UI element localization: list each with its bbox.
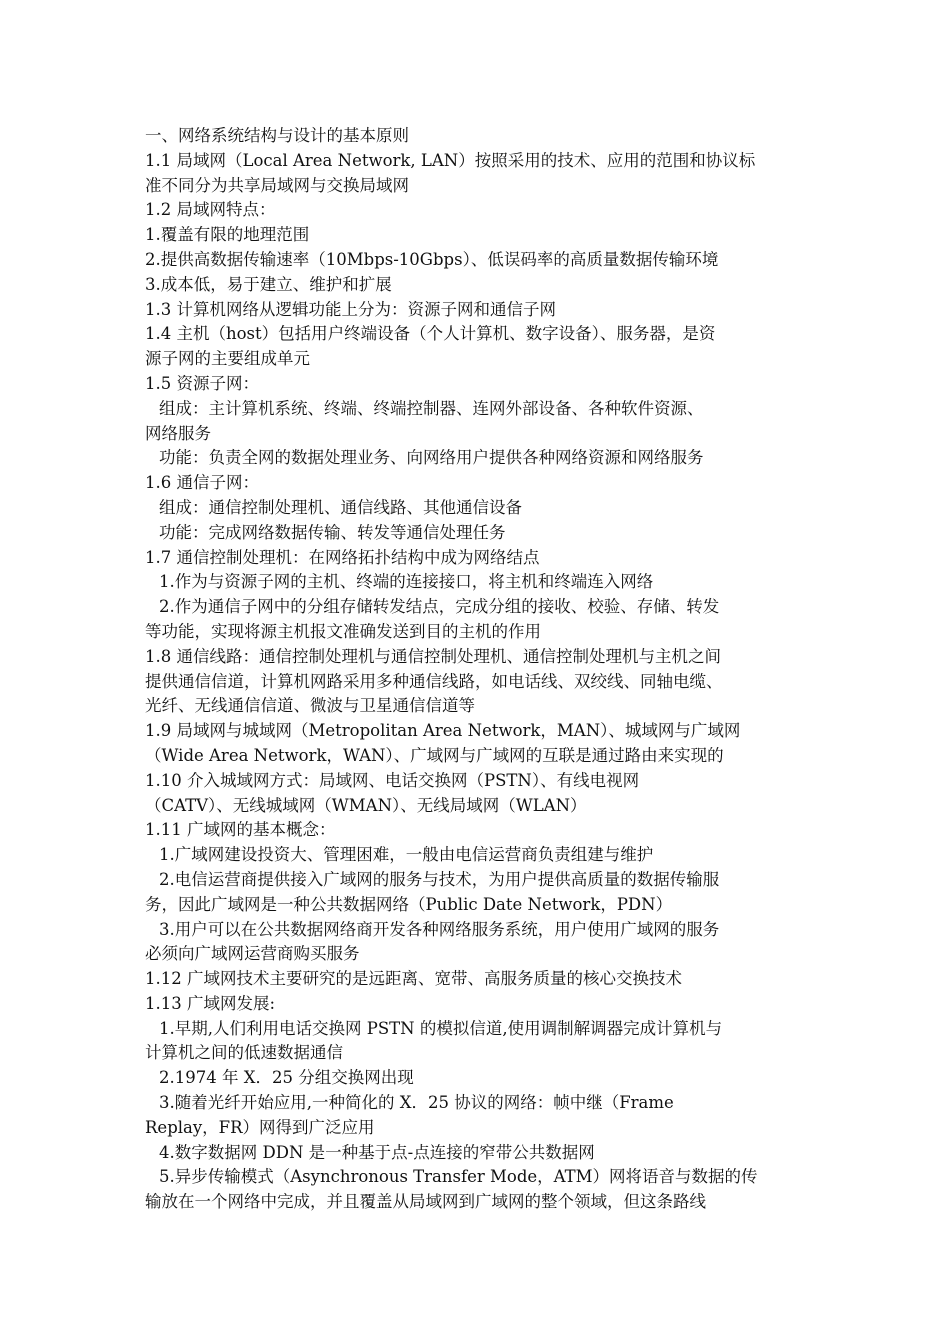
text-line: 1.13 广域网发展: bbox=[145, 993, 276, 1013]
text-line: 组成：通信控制处理机、通信线路、其他通信设备 bbox=[159, 497, 522, 517]
text-line: 3.成本低，易于建立、维护和扩展 bbox=[145, 274, 392, 294]
text-line: 网络服务 bbox=[145, 423, 211, 443]
text-line: 2.作为通信子网中的分组存储转发结点，完成分组的接收、校验、存储、转发 bbox=[159, 597, 720, 617]
text-line: 3.用户可以在公共数据网络商开发各种网络服务系统，用户使用广域网的服务 bbox=[159, 919, 720, 939]
text-line: 2.电信运营商提供接入广域网的服务与技术，为用户提供高质量的数据传输服 bbox=[159, 869, 720, 889]
text-line: 5.异步传输模式（Asynchronous Transfer Mode，ATM）网将语音与数据的传 bbox=[159, 1167, 758, 1187]
text-line: 等功能，实现将源主机报文准确发送到目的主机的作用 bbox=[145, 621, 541, 641]
text-line: 1.覆盖有限的地理范围 bbox=[145, 225, 310, 245]
text-line: 组成：主计算机系统、终端、终端控制器、连网外部设备、各种软件资源、 bbox=[159, 398, 704, 418]
text-line: 计算机之间的低速数据通信 bbox=[145, 1043, 343, 1063]
text-line: 功能：完成网络数据传输、转发等通信处理任务 bbox=[159, 522, 506, 542]
text-line: 1.12 广域网技术主要研究的是远距离、宽带、高服务质量的核心交换技术 bbox=[145, 969, 682, 989]
text-line: 输放在一个网络中完成，并且覆盖从局域网到广域网的整个领域，但这条路线 bbox=[145, 1192, 706, 1212]
text-line: 4.数字数据网 DDN 是一种基于点-点连接的窄带公共数据网 bbox=[159, 1142, 595, 1162]
text-line: 光纤、无线通信信道、微波与卫星通信信道等 bbox=[145, 696, 475, 716]
text-line: 提供通信信道，计算机网路采用多种通信线路，如电话线、双绞线、同轴电缆、 bbox=[145, 671, 723, 691]
text-line: 一、网络系统结构与设计的基本原则 bbox=[145, 126, 409, 145]
text-line: （CATV）、无线城域网（WMAN）、无线局域网（WLAN） bbox=[145, 795, 587, 815]
text-line: 1.4 主机（host）包括用户终端设备（个人计算机、数字设备）、服务器，是资 bbox=[145, 324, 716, 344]
text-line: 准不同分为共享局域网与交换局域网 bbox=[145, 175, 409, 195]
text-line: 1.8 通信线路：通信控制处理机与通信控制处理机、通信控制处理机与主机之间 bbox=[145, 646, 721, 666]
text-line: Replay，FR）网得到广泛应用 bbox=[145, 1117, 375, 1137]
text-line: 2.提供高数据传输速率（10Mbps-10Gbps）、低误码率的高质量数据传输环境 bbox=[145, 249, 719, 269]
text-line: 1.9 局域网与城域网（Metropolitan Area Network，MAN）、城域网与广域网 bbox=[145, 721, 741, 741]
text-line: 必须向广域网运营商购买服务 bbox=[145, 944, 360, 964]
text-line: 功能：负责全网的数据处理业务、向网络用户提供各种网络资源和网络服务 bbox=[159, 448, 704, 468]
text-line: 务，因此广域网是一种公共数据网络（Public Date Network，PDN） bbox=[145, 894, 673, 914]
text-line: 1.10 介入城域网方式：局域网、电话交换网（PSTN）、有线电视网 bbox=[145, 770, 640, 790]
text-line: 1.7 通信控制处理机：在网络拓扑结构中成为网络结点 bbox=[145, 547, 540, 567]
text-line: 3.随着光纤开始应用,一种简化的 X．25 协议的网络：帧中继（Frame bbox=[159, 1093, 674, 1113]
text-line: 源子网的主要组成单元 bbox=[145, 349, 310, 369]
text-line: 1.5 资源子网： bbox=[145, 373, 259, 393]
text-line: 1.早期,人们利用电话交换网 PSTN 的模拟信道,使用调制解调器完成计算机与 bbox=[159, 1018, 723, 1038]
text-line: （Wide Area Network，WAN）、广域网与广域网的互联是通过路由来实现的 bbox=[145, 745, 724, 765]
text-line: 1.作为与资源子网的主机、终端的连接接口，将主机和终端连入网络 bbox=[159, 572, 654, 592]
text-line: 1.3 计算机网络从逻辑功能上分为：资源子网和通信子网 bbox=[145, 299, 556, 319]
text-line: 1.1 局域网（Local Area Network, LAN）按照采用的技术、应用的范围和协议标 bbox=[145, 150, 756, 170]
text-line: 1.11 广域网的基本概念： bbox=[145, 820, 336, 840]
text-line: 2.1974 年 X．25 分组交换网出现 bbox=[159, 1068, 414, 1088]
document-body bbox=[145, 124, 810, 1215]
text-line: 1.2 局域网特点： bbox=[145, 200, 276, 220]
text-line: 1.广域网建设投资大、管理困难，一般由电信运营商负责组建与维护 bbox=[159, 845, 654, 865]
text-line: 1.6 通信子网： bbox=[145, 473, 259, 493]
